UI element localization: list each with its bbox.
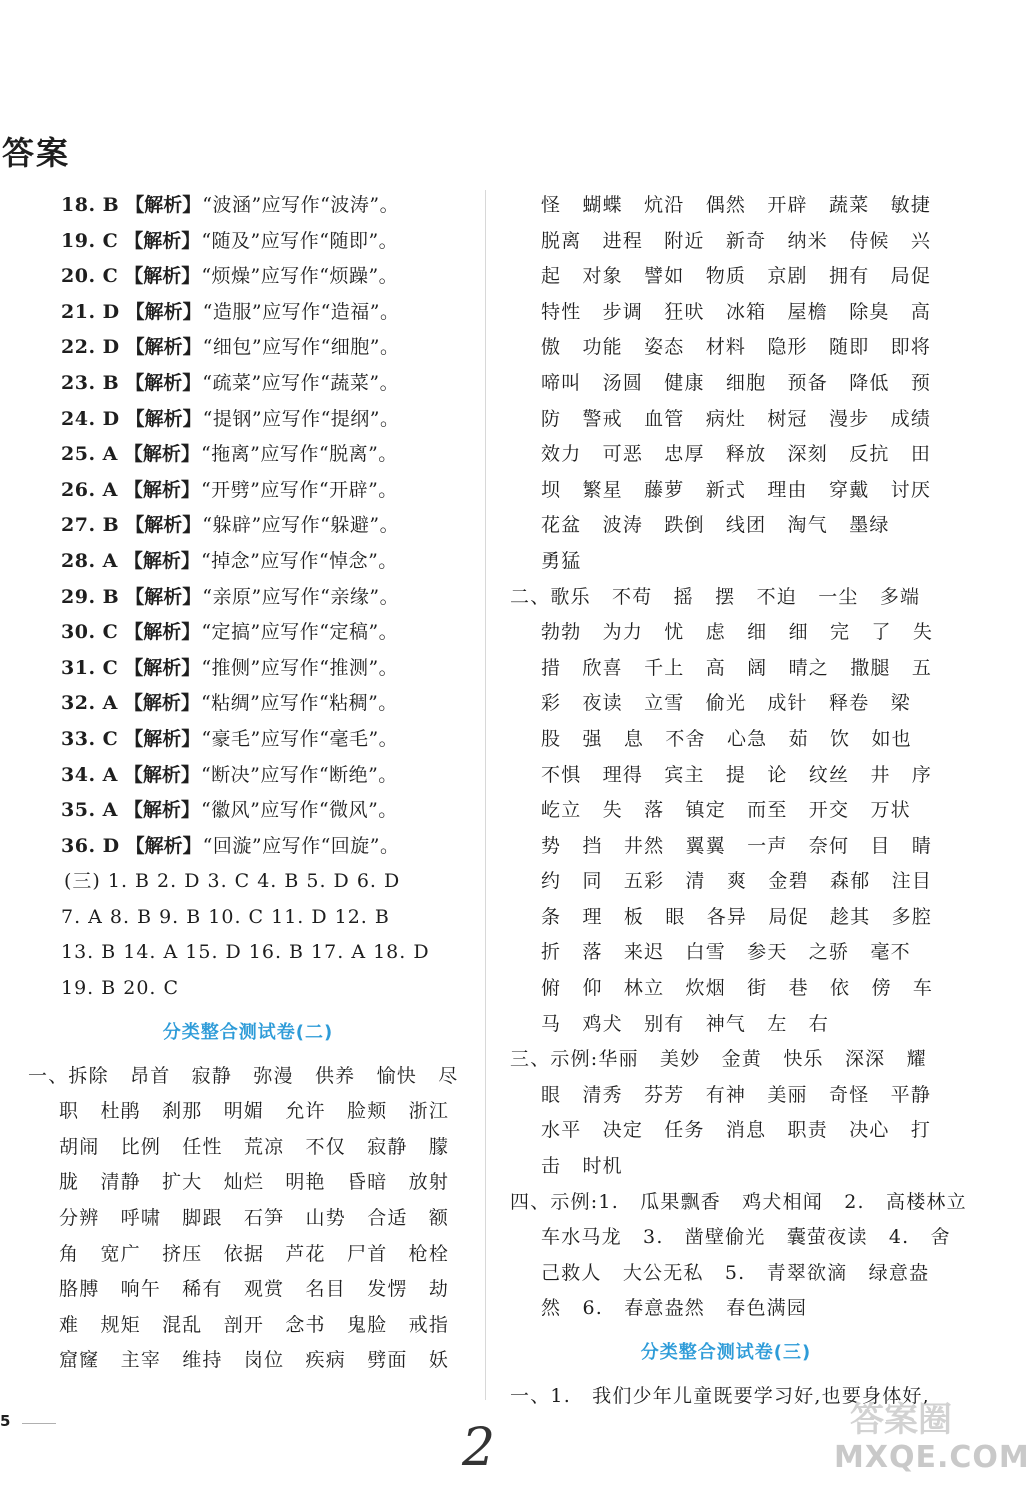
mc-line: 7. A 8. B 9. B 10. C 11. D 12. B: [61, 905, 390, 928]
item-text: 然 6. 春意盎然 春色满园: [541, 1297, 808, 1320]
mc-line: 13. B 14. A 15. D 16. B 17. A 18. D: [61, 941, 430, 964]
answer-number: 28. A: [61, 549, 118, 572]
item-text: 己救人 大公无私 5. 青翠欲滴 绿意盎: [541, 1261, 930, 1284]
item-text: 拆除 昂首 寂静 弥漫 供养 愉快 尽: [68, 1064, 459, 1087]
answer-number: 34. A: [61, 763, 118, 786]
answer-row: [28, 473, 468, 509]
word-line: [510, 864, 942, 900]
column-divider: [485, 190, 486, 1400]
answer-text: “疏菜”应写作“蔬菜”。: [202, 371, 400, 394]
right-column: [510, 188, 967, 1415]
word-line: [510, 615, 942, 651]
answer-text: “亲原”应写作“亲缘”。: [202, 585, 400, 608]
answer-tag: 【解析】: [125, 336, 202, 359]
item-text: 股 强 息 不舍 心急 茹 饮 如也: [541, 727, 912, 750]
item-text: 职 杜鹃 刹那 明媚 允许 脸颊 浙江: [59, 1100, 450, 1123]
answer-number: 25. A: [61, 443, 118, 466]
word-line: [28, 1201, 468, 1237]
answer-row: [28, 544, 468, 580]
word-line: [510, 793, 942, 829]
answer-tag: 【解析】: [123, 478, 200, 501]
answer-number: 21. D: [61, 300, 120, 323]
answer-number: 22. D: [61, 336, 120, 359]
answer-text: “粘绸”应写作“粘稠”。: [200, 692, 398, 715]
answer-tag: 【解析】: [125, 194, 202, 216]
item-text: 击 时机: [541, 1155, 623, 1178]
word-line: [510, 1291, 942, 1327]
item-lead: 一、: [28, 1064, 69, 1087]
word-line: [510, 1007, 942, 1043]
item-lead: 四、: [510, 1190, 551, 1213]
word-line: [510, 829, 942, 865]
word-line: [510, 686, 942, 722]
item-text: 防 警戒 血管 病灶 树冠 漫步 成绩: [541, 407, 932, 430]
answer-row: [28, 758, 468, 794]
item-text: 约 同 五彩 清 爽 金碧 森郁 注目: [541, 870, 933, 893]
word-line: [28, 1094, 468, 1130]
word-line: [510, 900, 942, 936]
word-line: [510, 366, 942, 402]
answer-row: [28, 722, 468, 758]
item-text: 1. 我们少年儿童既要学习好,也要身体好,: [550, 1385, 930, 1407]
item-text: 傲 功能 姿态 材料 隐形 随即 即将: [541, 336, 932, 359]
word-line: [510, 1220, 951, 1256]
word-line: [510, 1078, 942, 1114]
answer-tag: 【解析】: [125, 514, 202, 537]
item-text: 彩 夜读 立雪 偷光 成针 释卷 梁: [541, 692, 911, 715]
word-line: [510, 402, 942, 438]
word-line: [510, 224, 942, 260]
multiple-choice-answers: [28, 864, 468, 1006]
item-text: 坝 繁星 藤萝 新式 理由 穿戴 讨厌: [541, 478, 932, 501]
answer-text: “细包”应写作“细胞”。: [202, 336, 400, 359]
footer-rule: [22, 1423, 56, 1424]
answer-tag: 【解析】: [123, 799, 200, 822]
page-title: 答案: [2, 134, 71, 172]
item-text: 胧 清静 扩大 灿烂 明艳 昏暗 放射: [59, 1171, 450, 1194]
word-line: [28, 1272, 468, 1308]
word-line: [510, 437, 942, 473]
item-text: 勇猛: [541, 549, 582, 572]
item-text: 示例:华丽 美妙 金黄 快乐 深深 耀: [550, 1048, 927, 1071]
answer-row: [28, 259, 468, 295]
item-text: 眼 清秀 芬芳 有神 美丽 奇怪 平静: [541, 1083, 932, 1106]
item-text: 示例:1. 瓜果飘香 鸡犬相闻 2. 高楼林立: [550, 1190, 967, 1213]
answer-tag: 【解析】: [123, 692, 200, 715]
answer-tag: 【解析】: [124, 265, 201, 288]
answer-row: [28, 402, 468, 438]
answer-number: 30. C: [61, 621, 119, 644]
item-text: 勃勃 为力 忧 虑 细 细 完 了 失: [541, 621, 934, 644]
word-line: [510, 473, 942, 509]
word-line: [510, 971, 942, 1007]
answer-number: 19. C: [61, 229, 119, 252]
word-line: [510, 508, 942, 544]
answer-tag: 【解析】: [125, 585, 202, 608]
answer-tag: 【解析】: [125, 407, 202, 430]
item-text: 措 欣喜 千上 高 阔 晴之 撒腿 五: [541, 656, 933, 679]
left-column: [28, 188, 468, 1379]
answer-text: “随及”应写作“随即”。: [201, 229, 399, 252]
answer-text: “定搞”应写作“定稿”。: [201, 621, 399, 644]
item-text: 折 落 来迟 白雪 参天 之骄 毫不: [541, 941, 911, 964]
item-text: 俯 仰 林立 炊烟 街 巷 依 傍 车: [541, 977, 934, 1000]
item-lead: 一、: [510, 1385, 551, 1407]
answer-row: [28, 686, 468, 722]
answer-row: [28, 651, 468, 687]
answer-number: 33. C: [61, 727, 119, 750]
answer-text: “拖离”应写作“脱离”。: [200, 443, 398, 466]
answer-row: [28, 793, 468, 829]
word-line: [510, 330, 942, 366]
word-line: [510, 1256, 942, 1292]
answer-tag: 【解析】: [124, 727, 201, 750]
answer-number: 23. B: [61, 371, 120, 394]
item-text: 势 挡 井然 翼翼 一声 奈何 目 睛: [541, 834, 933, 857]
answer-row: [28, 188, 468, 224]
word-line: [28, 1165, 468, 1201]
word-line: [510, 544, 942, 580]
word-line: [510, 1113, 942, 1149]
answer-text: “开劈”应写作“开辟”。: [200, 478, 398, 501]
answer-tag: 【解析】: [125, 371, 202, 394]
item-text: 起 对象 譬如 物质 京剧 拥有 局促: [541, 265, 932, 288]
word-line: [510, 651, 942, 687]
item-text: 胡闹 比例 任性 荒凉 不仅 寂静 朦: [59, 1135, 450, 1158]
word-line: [510, 580, 942, 616]
answer-tag: 【解析】: [123, 443, 200, 466]
section-title-3: 分类整合测试卷(三): [640, 1342, 812, 1363]
answer-text: “掉念”应写作“悼念”。: [200, 549, 398, 572]
item-text: 胳膊 响午 稀有 观赏 名目 发愣 劫: [59, 1278, 450, 1301]
item-text: 不惧 理得 宾主 提 论 纹丝 井 序: [541, 763, 933, 786]
word-line: [510, 935, 942, 971]
item-text: 车水马龙 3. 凿壁偷光 囊萤夜读 4. 舍: [541, 1226, 951, 1249]
answer-text: “断决”应写作“断绝”。: [200, 763, 398, 786]
item-text: 花盆 波涛 跌倒 线团 淘气 墨绿: [541, 514, 890, 537]
item-text: 水平 决定 任务 消息 职责 决心 打: [541, 1119, 932, 1142]
answer-tag: 【解析】: [124, 656, 201, 679]
item-lead: 二、: [510, 585, 551, 608]
answer-text: “造服”应写作“造福”。: [202, 300, 400, 323]
answer-number: 18. B: [61, 194, 120, 216]
word-line: [28, 1237, 468, 1273]
answer-number: 29. B: [61, 585, 120, 608]
word-line: [510, 758, 942, 794]
item-text: 屹立 失 落 镇定 而至 开交 万状: [541, 799, 911, 822]
answer-tag: 【解析】: [125, 300, 202, 323]
section-title-2: 分类整合测试卷(二): [162, 1021, 334, 1043]
answer-row: [28, 615, 468, 651]
item-text: 怪 蝴蝶 炕沿 偶然 开辟 蔬菜 敏捷: [541, 194, 932, 216]
answer-tag: 【解析】: [123, 549, 200, 572]
word-line: [510, 722, 942, 758]
mc-line: 19. B 20. C: [61, 977, 180, 1000]
answer-row: [28, 366, 468, 402]
answer-number: 32. A: [61, 692, 118, 715]
answer-text: “提钢”应写作“提纲”。: [202, 407, 400, 430]
answer-row: [28, 224, 468, 260]
watermark-text: MXQE.COM: [834, 1440, 1030, 1475]
answer-row: [28, 330, 468, 366]
handwritten-mark: 2: [462, 1418, 496, 1478]
mc-line: (三) 1. B 2. D 3. C 4. B 5. D 6. D: [64, 870, 401, 893]
item-text: 特性 步调 狂吠 冰箱 屋檐 除臭 高: [541, 300, 932, 323]
item-text: 难 规矩 混乱 剖开 念书 鬼脸 戒指: [59, 1313, 450, 1336]
answer-text: “豪毛”应写作“毫毛”。: [201, 727, 399, 750]
item-text: 脱离 进程 附近 新奇 纳米 侍候 兴: [541, 229, 932, 252]
word-line: [28, 1308, 468, 1344]
word-line: [28, 1130, 468, 1166]
page-number: 5: [0, 1412, 11, 1430]
answer-text: “烦燥”应写作“烦躁”。: [201, 265, 399, 288]
item-text: 马 鸡犬 别有 神气 左 右: [541, 1012, 829, 1035]
answer-number: 20. C: [61, 265, 119, 288]
answer-number: 26. A: [61, 478, 118, 501]
answer-text: “推侧”应写作“推测”。: [201, 656, 399, 679]
word-line: [510, 1149, 942, 1185]
word-line: [28, 1343, 468, 1379]
answer-tag: 【解析】: [124, 621, 201, 644]
item-text: 效力 可恶 忠厚 释放 深刻 反抗 田: [541, 443, 932, 466]
word-line: [510, 1185, 967, 1221]
item-text: 啼叫 汤圆 健康 细胞 预备 降低 预: [541, 371, 932, 394]
word-line: [510, 259, 942, 295]
word-line: [510, 1042, 942, 1078]
item-text: 条 理 板 眼 各异 局促 趁其 多腔: [541, 905, 933, 928]
item-text: 角 宽广 挤压 依据 芦花 尸首 枪栓: [59, 1242, 450, 1265]
word-line: [510, 188, 942, 224]
answer-list: [28, 188, 468, 864]
section2-left-lines: [28, 1059, 468, 1379]
answer-text: “躲辟”应写作“躲避”。: [202, 514, 400, 537]
answer-tag: 【解析】: [125, 834, 202, 857]
answer-text: “徽风”应写作“微风”。: [200, 799, 398, 822]
answer-row: [28, 829, 468, 865]
answer-text: “波涵”应写作“波涛”。: [202, 194, 400, 216]
answer-number: 35. A: [61, 799, 118, 822]
answer-tag: 【解析】: [124, 229, 201, 252]
answer-row: [28, 295, 468, 331]
item-text: 窟窿 主宰 维持 岗位 疾病 劈面 妖: [59, 1349, 450, 1372]
answer-row: [28, 580, 468, 616]
item-text: 分辨 呼啸 脚跟 石笋 山势 合适 额: [59, 1207, 450, 1230]
section2-right-lines: [510, 188, 967, 1327]
answer-row: [28, 437, 468, 473]
answer-number: 27. B: [61, 514, 120, 537]
word-line: [510, 295, 942, 331]
answer-tag: 【解析】: [123, 763, 200, 786]
answer-number: 31. C: [61, 656, 119, 679]
answer-number: 36. D: [61, 834, 120, 857]
item-text: 歌乐 不苟 摇 摆 不迫 一尘 多端: [550, 585, 921, 608]
answer-row: [28, 508, 468, 544]
answer-text: “回漩”应写作“回旋”。: [202, 834, 400, 857]
item-lead: 三、: [510, 1048, 551, 1071]
word-line: [28, 1059, 468, 1095]
answer-number: 24. D: [61, 407, 120, 430]
watermark-logo: 答案圈: [850, 1400, 952, 1440]
